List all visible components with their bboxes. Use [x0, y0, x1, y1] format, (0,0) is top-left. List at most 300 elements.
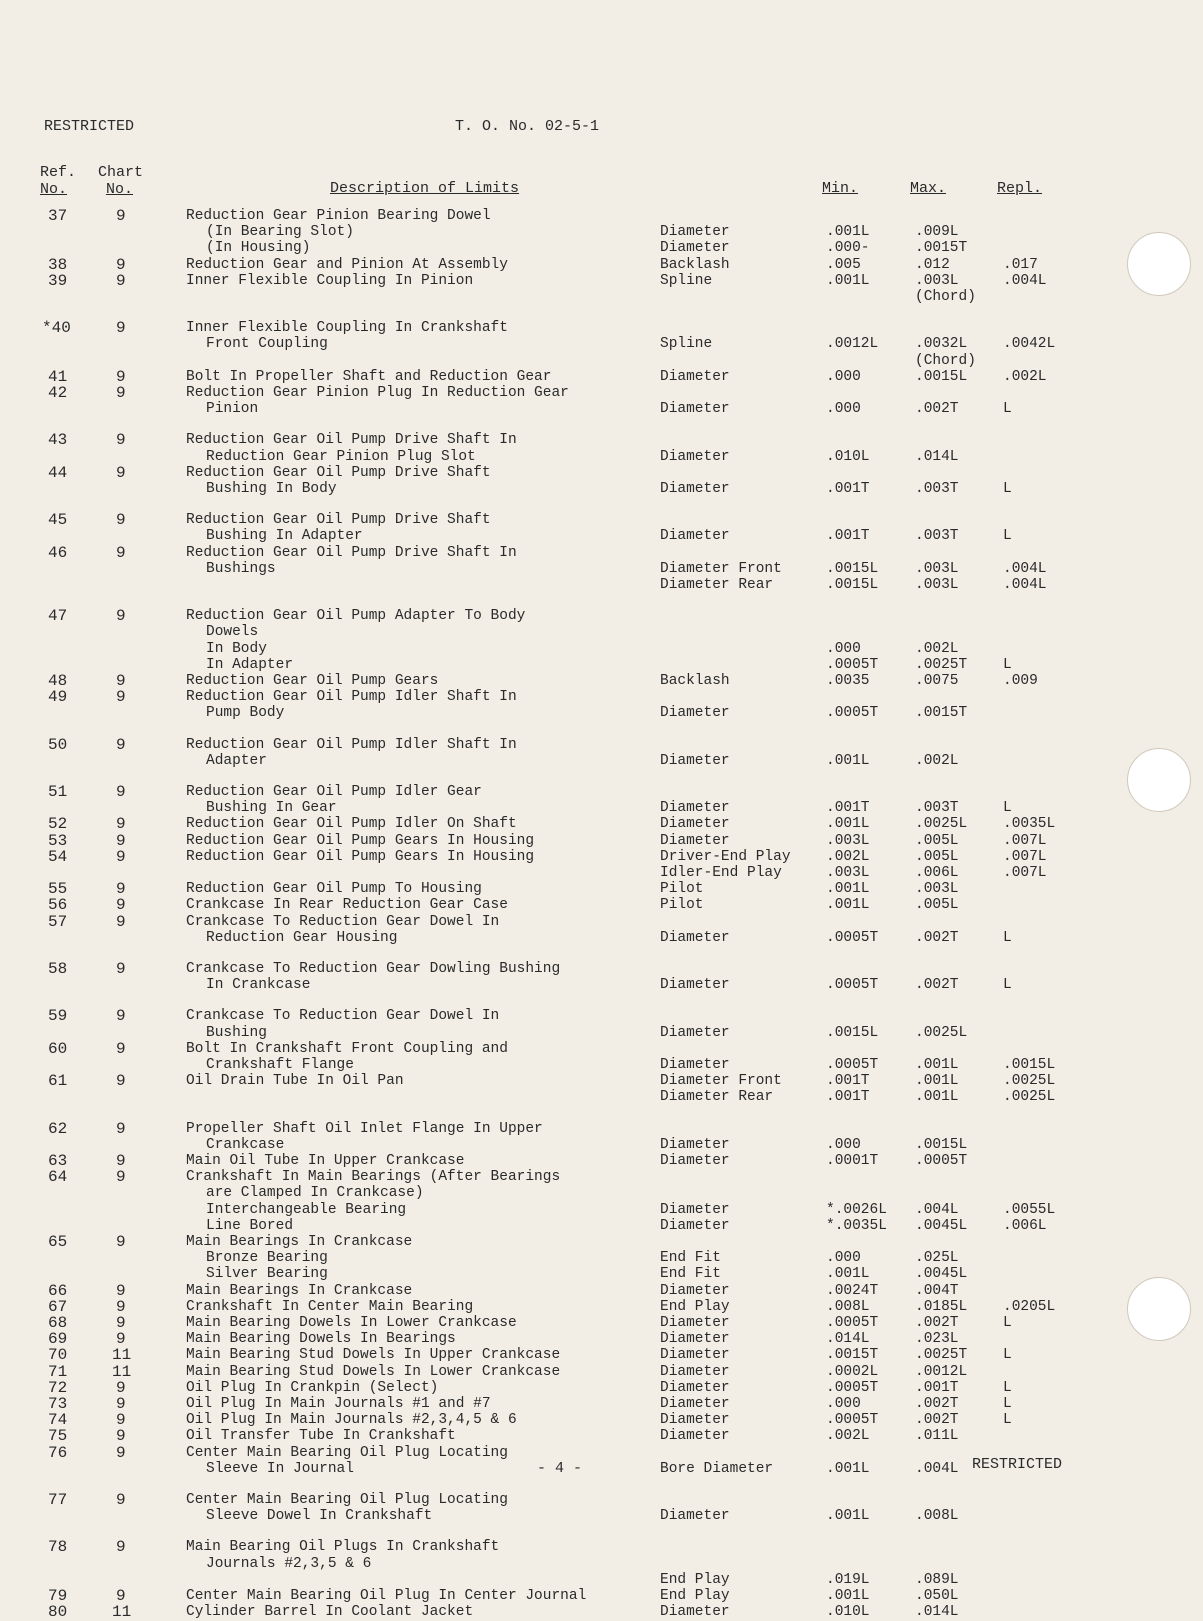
measurement-type: Diameter	[660, 1396, 730, 1412]
ref-number: 66	[48, 1282, 68, 1300]
chart-number: 9	[116, 736, 126, 754]
min-value: .001L	[826, 816, 870, 832]
repl-value: .0025L	[1003, 1073, 1056, 1089]
limit-description: Center Main Bearing Oil Plug Locating	[186, 1445, 508, 1461]
max-value: .009L	[915, 224, 959, 240]
header-classification: RESTRICTED	[44, 118, 135, 135]
repl-value: L	[1003, 1412, 1012, 1428]
min-value: .0005T	[826, 1315, 879, 1331]
measurement-type: Diameter	[660, 1057, 730, 1073]
max-value: .0025T	[915, 657, 968, 673]
measurement-type: Diameter	[660, 224, 730, 240]
chart-number: 9	[116, 1538, 126, 1556]
chart-number: 9	[116, 1072, 126, 1090]
max-value: .050L	[915, 1588, 959, 1604]
ref-number: 67	[48, 1298, 68, 1316]
limit-description: Pump Body	[206, 705, 285, 721]
max-value: .004L	[915, 1202, 959, 1218]
limit-description: Crankcase To Reduction Gear Dowel In	[186, 1008, 500, 1024]
measurement-type: Diameter	[660, 401, 730, 417]
min-value: .010L	[826, 1604, 870, 1620]
measurement-type: End Fit	[660, 1266, 721, 1282]
ref-number: 56	[48, 896, 68, 914]
limit-description: Oil Drain Tube In Oil Pan	[186, 1073, 404, 1089]
chart-number: 9	[116, 464, 126, 482]
limit-description: Crankshaft Flange	[206, 1057, 354, 1073]
chart-number: 9	[116, 607, 126, 625]
limit-description: Crankshaft In Center Main Bearing	[186, 1299, 474, 1315]
measurement-type: Diameter	[660, 449, 730, 465]
ref-number: *40	[42, 319, 71, 337]
limit-description: are Clamped In Crankcase)	[206, 1185, 424, 1201]
ref-number: 45	[48, 511, 68, 529]
repl-value: .0042L	[1003, 336, 1056, 352]
min-value: .001L	[826, 1588, 870, 1604]
chart-number: 9	[116, 1330, 126, 1348]
measurement-type: Backlash	[660, 673, 730, 689]
max-value: .003L	[915, 273, 959, 289]
max-value: .0012L	[915, 1364, 968, 1380]
max-value: .002T	[915, 1315, 959, 1331]
chart-number: 9	[116, 880, 126, 898]
min-value: .002L	[826, 849, 870, 865]
measurement-type: Diameter	[660, 833, 730, 849]
binder-hole	[1127, 1277, 1191, 1341]
measurement-type: Idler-End Play	[660, 865, 782, 881]
measurement-type: Diameter	[660, 528, 730, 544]
chart-number: 9	[116, 319, 126, 337]
min-value: .003L	[826, 865, 870, 881]
limit-description: Center Main Bearing Oil Plug In Center Journal	[186, 1588, 587, 1604]
col-head-ref: Ref. No.	[40, 164, 77, 198]
repl-value: L	[1003, 1347, 1012, 1363]
measurement-type: Diameter	[660, 1283, 730, 1299]
ref-number: 49	[48, 688, 68, 706]
ref-number: 50	[48, 736, 68, 754]
max-value: .003T	[915, 800, 959, 816]
measurement-type: Diameter	[660, 1508, 730, 1524]
chart-number: 9	[116, 913, 126, 931]
ref-number: 53	[48, 832, 68, 850]
min-value: .0015L	[826, 577, 879, 593]
repl-value: .007L	[1003, 833, 1047, 849]
ref-number: 72	[48, 1379, 68, 1397]
min-value: .000	[826, 1396, 861, 1412]
max-value: .0015T	[915, 705, 968, 721]
chart-number: 9	[116, 431, 126, 449]
measurement-type: Diameter	[660, 1412, 730, 1428]
limit-description: Crankcase	[206, 1137, 285, 1153]
limit-description: Oil Plug In Crankpin (Select)	[186, 1380, 439, 1396]
measurement-type: Pilot	[660, 897, 704, 913]
measurement-type: Diameter Rear	[660, 577, 774, 593]
repl-value: .007L	[1003, 849, 1047, 865]
min-value: .0001T	[826, 1153, 879, 1169]
min-value: .001L	[826, 1461, 870, 1477]
max-value: .003T	[915, 528, 959, 544]
chart-number: 9	[116, 688, 126, 706]
min-value: .0015T	[826, 1347, 879, 1363]
limit-description: Reduction Gear Oil Pump Drive Shaft	[186, 512, 491, 528]
measurement-type: Diameter	[660, 753, 730, 769]
ref-number: 65	[48, 1233, 68, 1251]
limit-description: Reduction Gear Oil Pump To Housing	[186, 881, 482, 897]
repl-value: .007L	[1003, 865, 1047, 881]
measurement-type: Diameter	[660, 800, 730, 816]
measurement-type: End Play	[660, 1299, 730, 1315]
min-value: .0005T	[826, 1412, 879, 1428]
limit-description: Crankcase In Rear Reduction Gear Case	[186, 897, 508, 913]
limit-description: Sleeve Dowel In Crankshaft	[206, 1508, 433, 1524]
limit-description: Crankshaft In Main Bearings (After Bearings	[186, 1169, 561, 1185]
min-value: .0015L	[826, 561, 879, 577]
limit-description: Reduction Gear Oil Pump Adapter To Body	[186, 608, 526, 624]
max-value: .001L	[915, 1089, 959, 1105]
ref-number: 55	[48, 880, 68, 898]
measurement-type: Diameter Rear	[660, 1089, 774, 1105]
ref-number: 62	[48, 1120, 68, 1138]
limit-description: Main Bearing Oil Plugs In Crankshaft	[186, 1539, 500, 1555]
min-value: .001L	[826, 897, 870, 913]
chart-number: 9	[116, 1395, 126, 1413]
chart-number: 9	[116, 544, 126, 562]
chart-number: 9	[116, 1314, 126, 1332]
chart-number: 9	[116, 256, 126, 274]
chart-number: 9	[116, 1427, 126, 1445]
max-value: .002T	[915, 1412, 959, 1428]
min-value: .001T	[826, 1089, 870, 1105]
max-value: .014L	[915, 1604, 959, 1620]
min-value: .0002L	[826, 1364, 879, 1380]
min-value: .0005T	[826, 1057, 879, 1073]
ref-number: 46	[48, 544, 68, 562]
max-value: .005L	[915, 897, 959, 913]
limit-description: In Adapter	[206, 657, 294, 673]
ref-number: 57	[48, 913, 68, 931]
measurement-type: Diameter	[660, 1428, 730, 1444]
max-value: .0015L	[915, 369, 968, 385]
measurement-type: Diameter	[660, 1604, 730, 1620]
limit-description: Propeller Shaft Oil Inlet Flange In Upper	[186, 1121, 543, 1137]
max-value: .002L	[915, 753, 959, 769]
min-value: .0005T	[826, 1380, 879, 1396]
limit-description: Main Bearings In Crankcase	[186, 1283, 413, 1299]
min-value: .000	[826, 369, 861, 385]
measurement-type: Bore Diameter	[660, 1461, 774, 1477]
chart-number: 9	[116, 960, 126, 978]
limit-description: Main Bearing Dowels In Lower Crankcase	[186, 1315, 517, 1331]
limit-description: Main Oil Tube In Upper Crankcase	[186, 1153, 465, 1169]
min-value: *.0026L	[826, 1202, 887, 1218]
min-value: .000	[826, 401, 861, 417]
min-value: .002L	[826, 1428, 870, 1444]
limit-description: Bushing In Body	[206, 481, 337, 497]
limit-description: Reduction Gear Oil Pump Idler On Shaft	[186, 816, 517, 832]
max-value: .011L	[915, 1428, 959, 1444]
measurement-type: Diameter	[660, 930, 730, 946]
ref-number: 75	[48, 1427, 68, 1445]
limit-description: Reduction Gear Oil Pump Gears	[186, 673, 439, 689]
max-value: .002T	[915, 930, 959, 946]
max-value: .023L	[915, 1331, 959, 1347]
max-value: .002L	[915, 641, 959, 657]
measurement-type: Diameter	[660, 1364, 730, 1380]
limit-description: Reduction Gear Pinion Plug Slot	[206, 449, 476, 465]
max-value: .012	[915, 257, 950, 273]
limit-description: Reduction Gear Oil Pump Idler Shaft In	[186, 737, 517, 753]
measurement-type: Diameter	[660, 1380, 730, 1396]
ref-number: 52	[48, 815, 68, 833]
max-value: .004T	[915, 1283, 959, 1299]
limit-description: Pinion	[206, 401, 259, 417]
measurement-type: End Play	[660, 1572, 730, 1588]
repl-value: L	[1003, 481, 1012, 497]
limit-description: Bolt In Crankshaft Front Coupling and	[186, 1041, 508, 1057]
limit-description: Bushing In Gear	[206, 800, 337, 816]
chart-number: 9	[116, 1587, 126, 1605]
repl-value: .002L	[1003, 369, 1047, 385]
limit-description: Bushing	[206, 1025, 267, 1041]
chart-number: 9	[116, 207, 126, 225]
measurement-type: Diameter	[660, 240, 730, 256]
chart-number: 9	[116, 783, 126, 801]
min-value: .001L	[826, 881, 870, 897]
limit-description: (In Housing)	[206, 240, 311, 256]
limit-description: Main Bearing Stud Dowels In Upper Crankcase	[186, 1347, 561, 1363]
ref-number: 47	[48, 607, 68, 625]
repl-value: L	[1003, 657, 1012, 673]
max-value: .001T	[915, 1380, 959, 1396]
limit-description: Bushings	[206, 561, 276, 577]
repl-value: .0055L	[1003, 1202, 1056, 1218]
ref-number: 64	[48, 1168, 68, 1186]
max-value: .025L	[915, 1250, 959, 1266]
max-value: .0045L	[915, 1266, 968, 1282]
ref-number: 73	[48, 1395, 68, 1413]
limit-description: Reduction Gear and Pinion At Assembly	[186, 257, 508, 273]
repl-value: .004L	[1003, 561, 1047, 577]
repl-value: L	[1003, 930, 1012, 946]
measurement-type: Diameter	[660, 481, 730, 497]
ref-number: 58	[48, 960, 68, 978]
ref-number: 39	[48, 272, 68, 290]
limit-description: Crankcase To Reduction Gear Dowling Bushing	[186, 961, 561, 977]
limit-description: Reduction Gear Oil Pump Drive Shaft	[186, 465, 491, 481]
max-value: .0005T	[915, 1153, 968, 1169]
limit-description: Reduction Gear Pinion Plug In Reduction Gear	[186, 385, 569, 401]
limit-description: Oil Transfer Tube In Crankshaft	[186, 1428, 456, 1444]
max-value: .0045L	[915, 1218, 968, 1234]
measurement-type: Diameter	[660, 369, 730, 385]
min-value: .014L	[826, 1331, 870, 1347]
max-value: .0025L	[915, 816, 968, 832]
ref-number: 63	[48, 1152, 68, 1170]
max-value: .002T	[915, 401, 959, 417]
max-value: .005L	[915, 849, 959, 865]
chart-number: 9	[116, 815, 126, 833]
page-number: - 4 -	[537, 1460, 583, 1477]
measurement-type: Diameter	[660, 1025, 730, 1041]
max-value: .0032L	[915, 336, 968, 352]
chart-number: 9	[116, 368, 126, 386]
ref-number: 77	[48, 1491, 68, 1509]
ref-number: 54	[48, 848, 68, 866]
col-head-repl: Repl.	[997, 180, 1043, 197]
limit-description: Crankcase To Reduction Gear Dowel In	[186, 914, 500, 930]
limit-description: Oil Plug In Main Journals #1 and #7	[186, 1396, 491, 1412]
max-value: .003T	[915, 481, 959, 497]
limit-description: Reduction Gear Pinion Bearing Dowel	[186, 208, 491, 224]
max-value: .003L	[915, 561, 959, 577]
measurement-type: Spline	[660, 273, 713, 289]
binder-hole	[1127, 232, 1191, 296]
col-head-min: Min.	[822, 180, 859, 197]
col-head-description: Description of Limits	[330, 180, 520, 197]
max-value: .006L	[915, 865, 959, 881]
min-value: .001T	[826, 481, 870, 497]
ref-number: 48	[48, 672, 68, 690]
chart-number: 9	[116, 1379, 126, 1397]
max-value: .002T	[915, 1396, 959, 1412]
min-value: .000	[826, 641, 861, 657]
chart-number: 9	[116, 1411, 126, 1429]
limit-description: Reduction Gear Oil Pump Idler Shaft In	[186, 689, 517, 705]
limit-description: Main Bearing Dowels In Bearings	[186, 1331, 456, 1347]
limit-description: Center Main Bearing Oil Plug Locating	[186, 1492, 508, 1508]
ref-number: 44	[48, 464, 68, 482]
chart-number: 9	[116, 1120, 126, 1138]
chart-number: 9	[116, 1168, 126, 1186]
chart-number: 9	[116, 511, 126, 529]
measurement-type: End Play	[660, 1588, 730, 1604]
max-value: .0015T	[915, 240, 968, 256]
chart-number: 9	[116, 272, 126, 290]
min-value: .001L	[826, 753, 870, 769]
min-value: *.0035L	[826, 1218, 887, 1234]
chart-number: 9	[116, 672, 126, 690]
chart-number: 9	[116, 1298, 126, 1316]
min-value: .010L	[826, 449, 870, 465]
chart-number: 9	[116, 1491, 126, 1509]
max-value: .003L	[915, 577, 959, 593]
max-value: .002T	[915, 977, 959, 993]
measurement-type: Driver-End Play	[660, 849, 791, 865]
ref-number: 59	[48, 1007, 68, 1025]
max-value: .014L	[915, 449, 959, 465]
chart-number: 9	[116, 1152, 126, 1170]
ref-number: 79	[48, 1587, 68, 1605]
measurement-type: Diameter	[660, 1153, 730, 1169]
limit-description: Reduction Gear Oil Pump Gears In Housing	[186, 833, 535, 849]
repl-value: .004L	[1003, 273, 1047, 289]
limit-description: Front Coupling	[206, 336, 328, 352]
limit-description: Journals #2,3,5 & 6	[206, 1556, 372, 1572]
max-value: .003L	[915, 881, 959, 897]
limit-description: Main Bearing Stud Dowels In Lower Crankcase	[186, 1364, 561, 1380]
repl-value: .0025L	[1003, 1089, 1056, 1105]
measurement-type: Diameter Front	[660, 561, 782, 577]
limit-description: In Crankcase	[206, 977, 311, 993]
measurement-type: Diameter	[660, 705, 730, 721]
min-value: .0005T	[826, 705, 879, 721]
min-value: .0024T	[826, 1283, 879, 1299]
limit-description: Reduction Gear Oil Pump Drive Shaft In	[186, 545, 517, 561]
max-value: .0075	[915, 673, 959, 689]
ref-number: 60	[48, 1040, 68, 1058]
min-value: .001L	[826, 273, 870, 289]
min-value: .001T	[826, 528, 870, 544]
chart-number: 9	[116, 896, 126, 914]
min-value: .001T	[826, 800, 870, 816]
min-value: .019L	[826, 1572, 870, 1588]
min-value: .003L	[826, 833, 870, 849]
chart-number: 9	[116, 1282, 126, 1300]
repl-value: .0015L	[1003, 1057, 1056, 1073]
max-value: .0015L	[915, 1137, 968, 1153]
min-value: .000-	[826, 240, 870, 256]
min-value: .001T	[826, 1073, 870, 1089]
repl-value: .006L	[1003, 1218, 1047, 1234]
ref-number: 78	[48, 1538, 68, 1556]
repl-value: L	[1003, 1315, 1012, 1331]
measurement-type: Diameter	[660, 1202, 730, 1218]
chart-number: 9	[116, 384, 126, 402]
measurement-type: Diameter	[660, 1137, 730, 1153]
limit-description: In Body	[206, 641, 267, 657]
limit-description: Reduction Gear Housing	[206, 930, 398, 946]
max-value: (Chord)	[915, 289, 976, 305]
min-value: .008L	[826, 1299, 870, 1315]
limit-description: Cylinder Barrel In Coolant Jacket	[186, 1604, 474, 1620]
ref-number: 38	[48, 256, 68, 274]
repl-value: .0205L	[1003, 1299, 1056, 1315]
chart-number: 9	[116, 1233, 126, 1251]
limit-description: Interchangeable Bearing	[206, 1202, 407, 1218]
min-value: .0005T	[826, 977, 879, 993]
ref-number: 51	[48, 783, 68, 801]
limit-description: Inner Flexible Coupling In Crankshaft	[186, 320, 508, 336]
repl-value: .017	[1003, 257, 1038, 273]
measurement-type: Diameter	[660, 977, 730, 993]
max-value: .0025T	[915, 1347, 968, 1363]
binder-hole	[1127, 748, 1191, 812]
min-value: .0015L	[826, 1025, 879, 1041]
repl-value: L	[1003, 800, 1012, 816]
footer-classification: RESTRICTED	[972, 1456, 1063, 1473]
limit-description: Silver Bearing	[206, 1266, 328, 1282]
col-head-chart: Chart No.	[98, 164, 144, 198]
ref-number: 43	[48, 431, 68, 449]
min-value: .005	[826, 257, 861, 273]
limit-description: Inner Flexible Coupling In Pinion	[186, 273, 474, 289]
limit-description: Bolt In Propeller Shaft and Reduction Gear	[186, 369, 552, 385]
repl-value: .004L	[1003, 577, 1047, 593]
min-value: .0005T	[826, 930, 879, 946]
max-value: .005L	[915, 833, 959, 849]
ref-number: 37	[48, 207, 68, 225]
max-value: .001L	[915, 1057, 959, 1073]
chart-number: 9	[116, 1444, 126, 1462]
chart-number: 9	[116, 1040, 126, 1058]
limit-description: Main Bearings In Crankcase	[186, 1234, 413, 1250]
chart-number: 11	[112, 1363, 132, 1381]
min-value: .0005T	[826, 657, 879, 673]
measurement-type: Diameter	[660, 1331, 730, 1347]
col-head-max: Max.	[910, 180, 947, 197]
min-value: .001L	[826, 224, 870, 240]
repl-value: L	[1003, 977, 1012, 993]
measurement-type: Diameter	[660, 1218, 730, 1234]
